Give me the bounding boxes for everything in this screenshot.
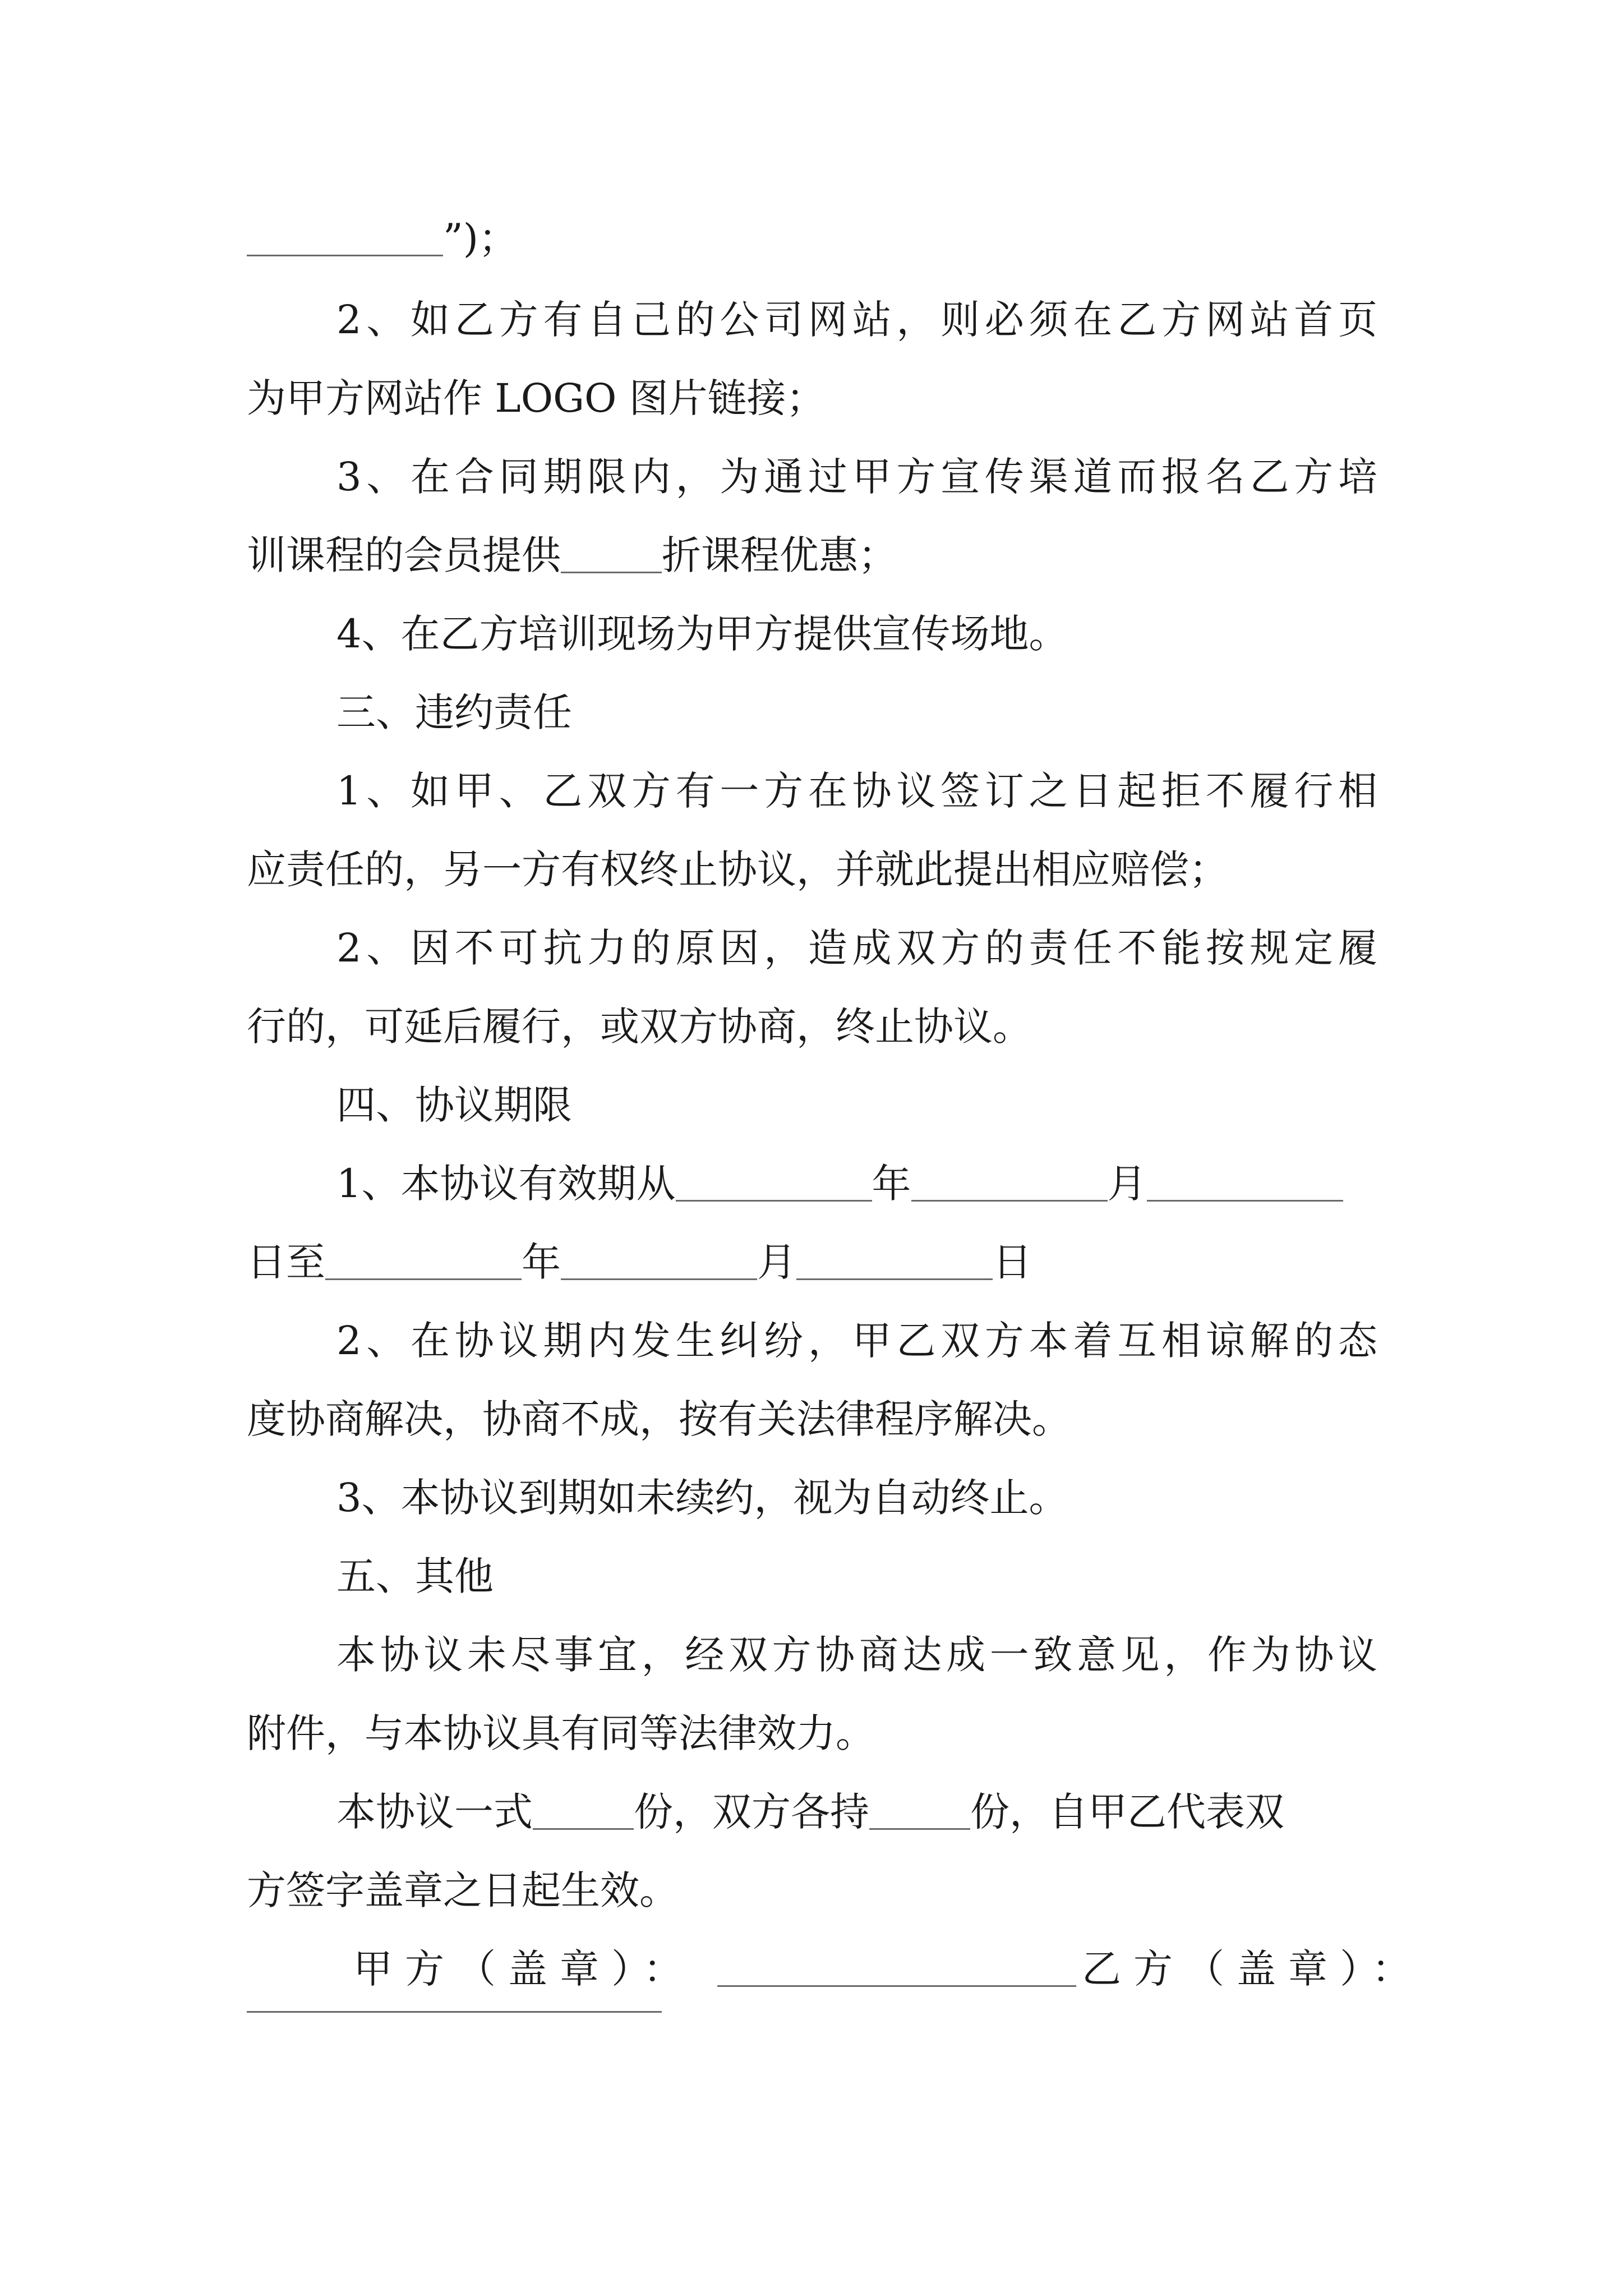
fill-blank xyxy=(717,1983,1076,1987)
text-line xyxy=(336,1781,1377,1843)
text-fragment: 年 xyxy=(522,1239,561,1285)
text-line: 4、在乙方培训现场为甲方提供宣传场地。 xyxy=(336,611,1068,657)
text-line: 应责任的，另一方有权终止协议，并就此提出相应赔偿； xyxy=(247,846,1228,892)
text-line: 附件，与本协议具有同等法律效力。 xyxy=(247,1710,875,1756)
text-fragment: 年 xyxy=(872,1161,911,1207)
text-fragment: 份，双方各持 xyxy=(634,1789,869,1835)
section-heading: 五、其他 xyxy=(336,1553,494,1599)
fill-blank xyxy=(1147,1198,1343,1202)
text-fragment: 本协议一式 xyxy=(336,1789,533,1835)
party-a-seal-label: 甲方（盖章）： xyxy=(353,1946,695,1992)
text-fragment: 月 xyxy=(757,1239,796,1285)
fill-blank xyxy=(325,1276,522,1280)
text-line: 2、因不可抗力的原因，造成双方的责任不能按规定履 xyxy=(336,925,1377,971)
text-line: 为甲方网站作 LOGO 图片链接； xyxy=(247,375,826,421)
party-b-seal-label: 乙方（盖章）： xyxy=(1082,1946,1423,1992)
text-line: 本协议未尽事宜，经双方协商达成一致意见，作为协议 xyxy=(336,1632,1377,1678)
text-fragment: 1、本协议有效期从 xyxy=(336,1161,676,1207)
text-line: 2、如乙方有自己的公司网站，则必须在乙方网站首页 xyxy=(336,297,1377,343)
fill-blank xyxy=(911,1198,1108,1202)
text-line xyxy=(247,1231,1377,1293)
text-line: 度协商解决，协商不成，按有关法律程序解决。 xyxy=(247,1396,1071,1442)
text-line: 行的，可延后履行，或双方协商，终止协议。 xyxy=(247,1004,1032,1050)
text-fragment: 训课程的会员提供 xyxy=(247,532,561,578)
text-fragment: 月 xyxy=(1107,1161,1147,1207)
section-heading: 四、协议期限 xyxy=(336,1082,572,1128)
fill-blank xyxy=(561,1276,757,1280)
text-line: 方签字盖章之日起生效。 xyxy=(247,1867,679,1913)
fill-blank xyxy=(796,1276,993,1280)
text-line xyxy=(247,208,1377,269)
text-fragment: 日 xyxy=(993,1239,1032,1285)
text-line: 3、在合同期限内，为通过甲方宣传渠道而报名乙方培 xyxy=(336,454,1377,500)
text-line: 3、本协议到期如未续约，视为自动终止。 xyxy=(336,1475,1068,1521)
signature-blank xyxy=(247,2011,662,2013)
text-line xyxy=(336,1153,1377,1214)
text-fragment: ”)； xyxy=(443,215,518,261)
fill-blank xyxy=(533,1826,634,1830)
fill-blank xyxy=(869,1826,970,1830)
text-fragment: 日至 xyxy=(247,1239,325,1285)
text-line xyxy=(247,524,1377,586)
text-fragment: 份，自甲乙代表双 xyxy=(970,1789,1284,1835)
text-line: 1、如甲、乙双方有一方在协议签订之日起拒不履行相 xyxy=(336,768,1377,814)
text-line: 2、在协议期内发生纠纷，甲乙双方本着互相谅解的态 xyxy=(336,1318,1377,1364)
fill-blank xyxy=(247,252,443,256)
text-fragment: 折课程优惠； xyxy=(662,532,897,578)
section-heading: 三、违约责任 xyxy=(336,689,572,735)
fill-blank xyxy=(561,569,662,573)
signature-row xyxy=(353,1938,1423,2000)
fill-blank xyxy=(676,1198,872,1202)
